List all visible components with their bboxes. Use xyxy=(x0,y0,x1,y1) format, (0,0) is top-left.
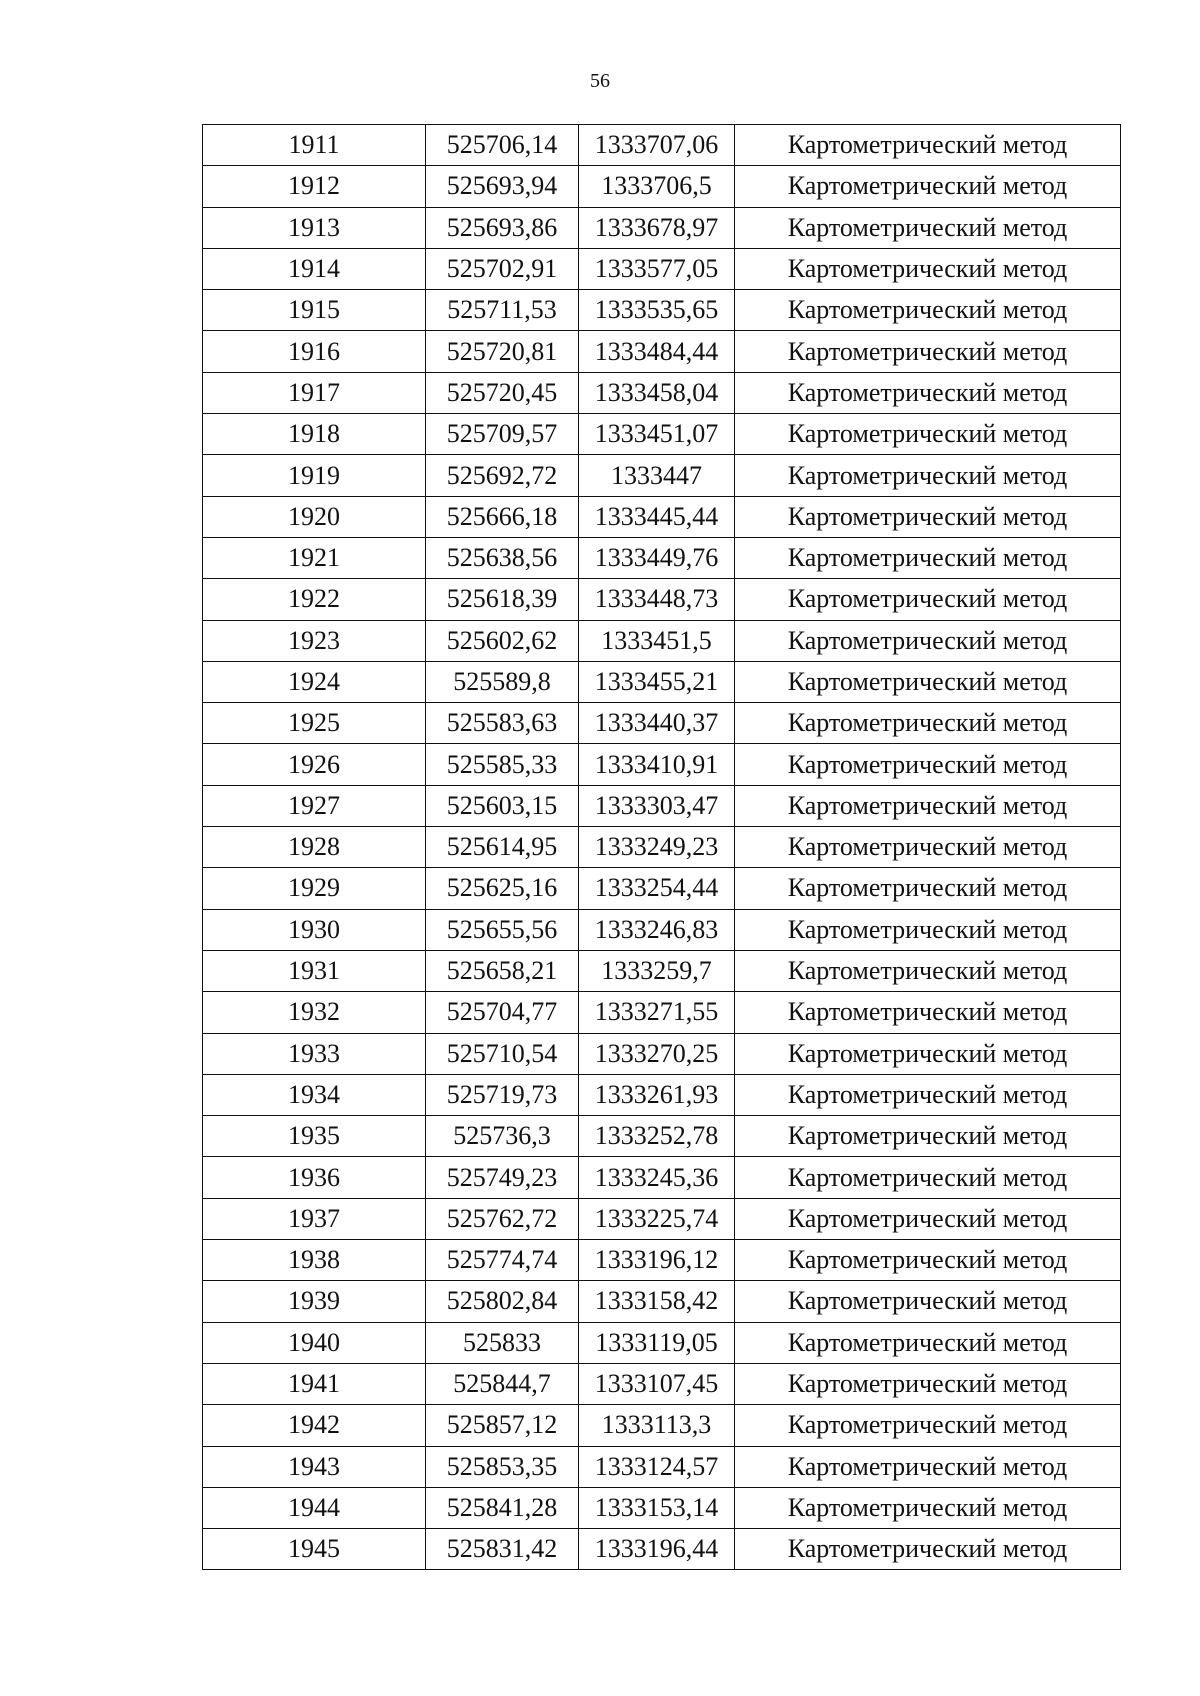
x-coordinate-cell: 525736,3 xyxy=(426,1116,579,1157)
y-coordinate-cell: 1333410,91 xyxy=(579,744,735,785)
table-row xyxy=(203,1322,1121,1363)
table-row xyxy=(203,1487,1121,1528)
method-cell: Картометрический метод xyxy=(735,661,1121,702)
y-coordinate-cell: 1333484,44 xyxy=(579,331,735,372)
page-number: 56 xyxy=(590,70,610,92)
point-number-cell: 1936 xyxy=(203,1157,426,1198)
table-row xyxy=(203,785,1121,826)
point-number-cell: 1932 xyxy=(203,992,426,1033)
y-coordinate-cell: 1333445,44 xyxy=(579,496,735,537)
point-number-cell: 1935 xyxy=(203,1116,426,1157)
y-coordinate-cell: 1333113,3 xyxy=(579,1405,735,1446)
y-coordinate-cell: 1333303,47 xyxy=(579,785,735,826)
x-coordinate-cell: 525704,77 xyxy=(426,992,579,1033)
table-row xyxy=(203,1240,1121,1281)
point-number-cell: 1922 xyxy=(203,579,426,620)
y-coordinate-cell: 1333271,55 xyxy=(579,992,735,1033)
y-coordinate-cell: 1333196,12 xyxy=(579,1240,735,1281)
y-coordinate-cell: 1333124,57 xyxy=(579,1446,735,1487)
table-row xyxy=(203,950,1121,991)
x-coordinate-cell: 525589,8 xyxy=(426,661,579,702)
method-cell: Картометрический метод xyxy=(735,1446,1121,1487)
point-number-cell: 1919 xyxy=(203,455,426,496)
x-coordinate-cell: 525618,39 xyxy=(426,579,579,620)
point-number-cell: 1915 xyxy=(203,290,426,331)
point-number-cell: 1930 xyxy=(203,909,426,950)
x-coordinate-cell: 525802,84 xyxy=(426,1281,579,1322)
y-coordinate-cell: 1333153,14 xyxy=(579,1487,735,1528)
method-cell: Картометрический метод xyxy=(735,207,1121,248)
point-number-cell: 1939 xyxy=(203,1281,426,1322)
method-cell: Картометрический метод xyxy=(735,1198,1121,1239)
point-number-cell: 1941 xyxy=(203,1363,426,1404)
coordinates-table xyxy=(202,124,1121,1570)
x-coordinate-cell: 525655,56 xyxy=(426,909,579,950)
point-number-cell: 1923 xyxy=(203,620,426,661)
method-cell: Картометрический метод xyxy=(735,1240,1121,1281)
point-number-cell: 1916 xyxy=(203,331,426,372)
point-number-cell: 1926 xyxy=(203,744,426,785)
method-cell: Картометрический метод xyxy=(735,166,1121,207)
y-coordinate-cell: 1333448,73 xyxy=(579,579,735,620)
y-coordinate-cell: 1333261,93 xyxy=(579,1074,735,1115)
y-coordinate-cell: 1333449,76 xyxy=(579,537,735,578)
y-coordinate-cell: 1333225,74 xyxy=(579,1198,735,1239)
method-cell: Картометрический метод xyxy=(735,950,1121,991)
method-cell: Картометрический метод xyxy=(735,290,1121,331)
x-coordinate-cell: 525844,7 xyxy=(426,1363,579,1404)
table-row xyxy=(203,331,1121,372)
method-cell: Картометрический метод xyxy=(735,496,1121,537)
y-coordinate-cell: 1333252,78 xyxy=(579,1116,735,1157)
method-cell: Картометрический метод xyxy=(735,1322,1121,1363)
table-row xyxy=(203,1157,1121,1198)
point-number-cell: 1944 xyxy=(203,1487,426,1528)
coordinates-table-body xyxy=(203,125,1121,1570)
table-row xyxy=(203,537,1121,578)
point-number-cell: 1942 xyxy=(203,1405,426,1446)
method-cell: Картометрический метод xyxy=(735,992,1121,1033)
y-coordinate-cell: 1333249,23 xyxy=(579,827,735,868)
y-coordinate-cell: 1333259,7 xyxy=(579,950,735,991)
x-coordinate-cell: 525833 xyxy=(426,1322,579,1363)
table-row xyxy=(203,909,1121,950)
table-row xyxy=(203,414,1121,455)
x-coordinate-cell: 525762,72 xyxy=(426,1198,579,1239)
y-coordinate-cell: 1333447 xyxy=(579,455,735,496)
method-cell: Картометрический метод xyxy=(735,1281,1121,1322)
x-coordinate-cell: 525711,53 xyxy=(426,290,579,331)
point-number-cell: 1924 xyxy=(203,661,426,702)
x-coordinate-cell: 525841,28 xyxy=(426,1487,579,1528)
x-coordinate-cell: 525720,45 xyxy=(426,372,579,413)
table-row xyxy=(203,125,1121,166)
y-coordinate-cell: 1333119,05 xyxy=(579,1322,735,1363)
method-cell: Картометрический метод xyxy=(735,703,1121,744)
x-coordinate-cell: 525857,12 xyxy=(426,1405,579,1446)
method-cell: Картометрический метод xyxy=(735,620,1121,661)
table-row xyxy=(203,1074,1121,1115)
point-number-cell: 1931 xyxy=(203,950,426,991)
point-number-cell: 1927 xyxy=(203,785,426,826)
method-cell: Картометрический метод xyxy=(735,785,1121,826)
method-cell: Картометрический метод xyxy=(735,331,1121,372)
point-number-cell: 1937 xyxy=(203,1198,426,1239)
table-row xyxy=(203,1405,1121,1446)
table-row xyxy=(203,620,1121,661)
method-cell: Картометрический метод xyxy=(735,372,1121,413)
table-row xyxy=(203,1033,1121,1074)
table-row xyxy=(203,992,1121,1033)
y-coordinate-cell: 1333270,25 xyxy=(579,1033,735,1074)
y-coordinate-cell: 1333158,42 xyxy=(579,1281,735,1322)
x-coordinate-cell: 525583,63 xyxy=(426,703,579,744)
y-coordinate-cell: 1333246,83 xyxy=(579,909,735,950)
table-row xyxy=(203,1529,1121,1570)
point-number-cell: 1928 xyxy=(203,827,426,868)
method-cell: Картометрический метод xyxy=(735,744,1121,785)
y-coordinate-cell: 1333254,44 xyxy=(579,868,735,909)
point-number-cell: 1929 xyxy=(203,868,426,909)
y-coordinate-cell: 1333678,97 xyxy=(579,207,735,248)
method-cell: Картометрический метод xyxy=(735,1074,1121,1115)
point-number-cell: 1945 xyxy=(203,1529,426,1570)
x-coordinate-cell: 525702,91 xyxy=(426,248,579,289)
table-row xyxy=(203,579,1121,620)
method-cell: Картометрический метод xyxy=(735,909,1121,950)
method-cell: Картометрический метод xyxy=(735,1529,1121,1570)
x-coordinate-cell: 525831,42 xyxy=(426,1529,579,1570)
table-row xyxy=(203,248,1121,289)
x-coordinate-cell: 525625,16 xyxy=(426,868,579,909)
method-cell: Картометрический метод xyxy=(735,455,1121,496)
x-coordinate-cell: 525658,21 xyxy=(426,950,579,991)
method-cell: Картометрический метод xyxy=(735,1487,1121,1528)
table-row xyxy=(203,1446,1121,1487)
table-row xyxy=(203,703,1121,744)
table-row xyxy=(203,207,1121,248)
point-number-cell: 1940 xyxy=(203,1322,426,1363)
x-coordinate-cell: 525602,62 xyxy=(426,620,579,661)
method-cell: Картометрический метод xyxy=(735,1157,1121,1198)
y-coordinate-cell: 1333535,65 xyxy=(579,290,735,331)
table-row xyxy=(203,1198,1121,1239)
x-coordinate-cell: 525749,23 xyxy=(426,1157,579,1198)
table-row xyxy=(203,661,1121,702)
table-row xyxy=(203,1363,1121,1404)
point-number-cell: 1921 xyxy=(203,537,426,578)
point-number-cell: 1933 xyxy=(203,1033,426,1074)
table-row xyxy=(203,372,1121,413)
x-coordinate-cell: 525693,94 xyxy=(426,166,579,207)
x-coordinate-cell: 525710,54 xyxy=(426,1033,579,1074)
y-coordinate-cell: 1333577,05 xyxy=(579,248,735,289)
x-coordinate-cell: 525603,15 xyxy=(426,785,579,826)
y-coordinate-cell: 1333707,06 xyxy=(579,125,735,166)
y-coordinate-cell: 1333451,5 xyxy=(579,620,735,661)
table-row xyxy=(203,455,1121,496)
point-number-cell: 1943 xyxy=(203,1446,426,1487)
x-coordinate-cell: 525853,35 xyxy=(426,1446,579,1487)
method-cell: Картометрический метод xyxy=(735,125,1121,166)
x-coordinate-cell: 525693,86 xyxy=(426,207,579,248)
y-coordinate-cell: 1333440,37 xyxy=(579,703,735,744)
point-number-cell: 1912 xyxy=(203,166,426,207)
y-coordinate-cell: 1333451,07 xyxy=(579,414,735,455)
y-coordinate-cell: 1333458,04 xyxy=(579,372,735,413)
point-number-cell: 1920 xyxy=(203,496,426,537)
x-coordinate-cell: 525666,18 xyxy=(426,496,579,537)
x-coordinate-cell: 525638,56 xyxy=(426,537,579,578)
point-number-cell: 1917 xyxy=(203,372,426,413)
x-coordinate-cell: 525719,73 xyxy=(426,1074,579,1115)
method-cell: Картометрический метод xyxy=(735,414,1121,455)
x-coordinate-cell: 525709,57 xyxy=(426,414,579,455)
point-number-cell: 1934 xyxy=(203,1074,426,1115)
x-coordinate-cell: 525614,95 xyxy=(426,827,579,868)
method-cell: Картометрический метод xyxy=(735,1116,1121,1157)
x-coordinate-cell: 525774,74 xyxy=(426,1240,579,1281)
point-number-cell: 1938 xyxy=(203,1240,426,1281)
method-cell: Картометрический метод xyxy=(735,579,1121,620)
y-coordinate-cell: 1333245,36 xyxy=(579,1157,735,1198)
method-cell: Картометрический метод xyxy=(735,827,1121,868)
x-coordinate-cell: 525706,14 xyxy=(426,125,579,166)
method-cell: Картометрический метод xyxy=(735,1363,1121,1404)
method-cell: Картометрический метод xyxy=(735,537,1121,578)
method-cell: Картометрический метод xyxy=(735,1033,1121,1074)
method-cell: Картометрический метод xyxy=(735,248,1121,289)
table-row xyxy=(203,166,1121,207)
table-row xyxy=(203,744,1121,785)
y-coordinate-cell: 1333196,44 xyxy=(579,1529,735,1570)
table-row xyxy=(203,868,1121,909)
y-coordinate-cell: 1333455,21 xyxy=(579,661,735,702)
point-number-cell: 1914 xyxy=(203,248,426,289)
x-coordinate-cell: 525720,81 xyxy=(426,331,579,372)
y-coordinate-cell: 1333107,45 xyxy=(579,1363,735,1404)
method-cell: Картометрический метод xyxy=(735,868,1121,909)
table-row xyxy=(203,290,1121,331)
point-number-cell: 1925 xyxy=(203,703,426,744)
table-row xyxy=(203,496,1121,537)
point-number-cell: 1911 xyxy=(203,125,426,166)
x-coordinate-cell: 525692,72 xyxy=(426,455,579,496)
y-coordinate-cell: 1333706,5 xyxy=(579,166,735,207)
point-number-cell: 1918 xyxy=(203,414,426,455)
table-row xyxy=(203,827,1121,868)
method-cell: Картометрический метод xyxy=(735,1405,1121,1446)
table-row xyxy=(203,1116,1121,1157)
x-coordinate-cell: 525585,33 xyxy=(426,744,579,785)
table-row xyxy=(203,1281,1121,1322)
point-number-cell: 1913 xyxy=(203,207,426,248)
